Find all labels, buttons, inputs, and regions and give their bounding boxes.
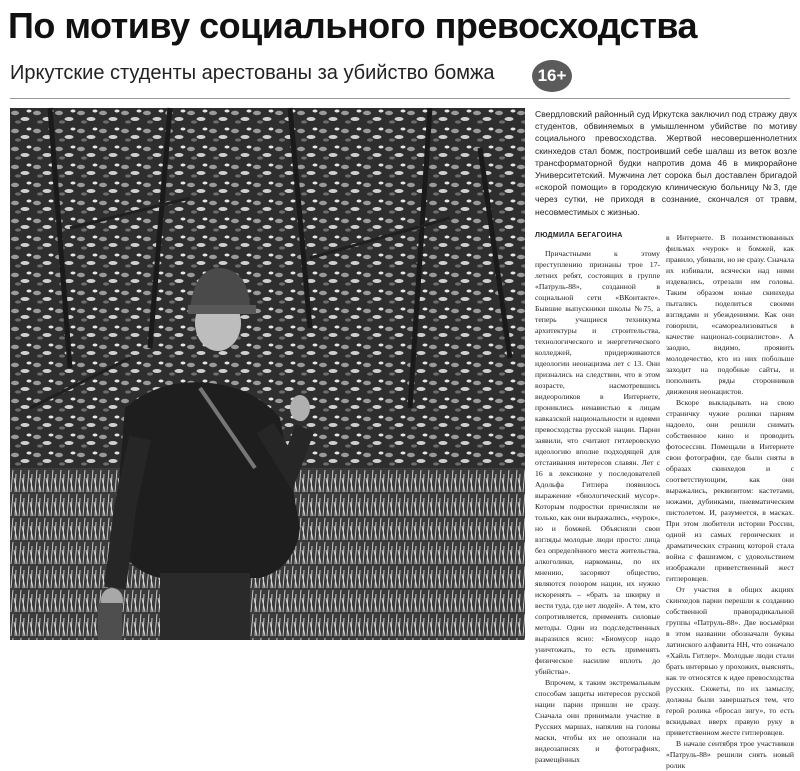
article-byline: ЛЮДМИЛА БЕГАГОИНА [535,232,623,239]
article-body-column-1 [535,248,660,764]
header-divider [10,98,790,99]
article-subheadline: Иркутские студенты арестованы за убийство бомжа [10,62,495,84]
body-paragraph: В начале сентября трое участников «Патруль-88» решили снять новый ролик [666,739,794,770]
article-lead: Свердловский районный суд Иркутска заключил под стражу двух студентов, обвиняемых в умышленном убийстве по мотиву социального превосходства. Жертвой несовершеннолетних скинхедов стал бомж, построивший себе шалаш из веток возле трансформаторной будки напротив дома 46 в микрорайоне Университетский. Мужчина лет сорока был доставлен бригадой «скорой помощи» в городскую клиническую больницу №3, где через сутки, не приходя в сознание, скончался от травм, несовместимых с жизнью. [535,109,797,217]
article-headline: По мотиву социального превосходства [8,5,697,46]
body-paragraph: Впрочем, к таким экстремальным способам защиты интересов русской нации парни пришли не сразу. Сначала они принимали участие в Русских маршах, напялив на головы маски, чтобы их не опознали на видеозаписях и фотографиях, размещённых [535,678,660,764]
age-rating-badge: 16+ [532,60,572,92]
body-paragraph: Причастными к этому преступлению признаны трое 17-летних ребят, состоящих в группе «Патруль-88», созданной в социальной сети «ВКонтакте». Бывшие выпускники школы №75, а теперь учащиеся техникума архитектуры и строительства, технологического и энергетического колледжей, придерживаются идеологии неонацизма лет с 13. Они признались на следствии, что в этом возрасте, насмотревшись видеороликов в Интернете, прониклись ненавистью к лицам кавказской национальности и идеями превосходства русской нации. Парни заявили, что считают гитлеровскую идеологию вполне подходящей для отстаивания интересов славян. Лет с 16 в лексиконе у последователей Адольфа Гитлера появилось выражение «биологический мусор». Которым подростки причисляли не только, как они выражались, «чурок», но и бомжей. Объясняли свои взгляды молодые люди просто: лица без определённого места жительства, алкоголики, наркоманы, по их мнению, засоряют общество, являются позором нации, их нужно искоренять – «брать за шкирку и вести туда, где нет людей». А тем, кто сопротивляется, применять силовые методы. Один из подследственных выразился ясно: «Биомусор надо уничтожать, то есть применять физическое насилие вплоть до убийства». [535,249,660,676]
body-paragraph: От участия в общих акциях скинхедов парни перешли к созданию собственной праворадикальной группы «Патруль-88». Две восьмёрки в этом названии обозначали буквы латинского алфавита HH, что означало «Хайль Гитлер». Молодые люди стали брать интервью у прохожих, выяснять, как те относятся к идее превосходства русских. Сюжеты, по их замыслу, должны были завершаться тем, что герой ролика «бросал зигу», то есть вскидывал вверх правую руку в приветственном жесте гитлеровцев. [666,585,794,737]
article-body-column-2 [666,232,794,770]
body-paragraph: Вскоре выкладывать на свою страничку чужие ролики парням надоело, они решили снимать собственное кино и проводить фотосессии. Помещали в Интернете свои фотографии, где были сняты в образах скинхедов и с соответствующим, как они выражались, реквизитом: кастетами, ножами, дубинками, пневматическим пистолетом. И, разумеется, в масках. При этом любители истории России, одной из самых героических и драматических страниц которой стала война с фашизмом, с удовольствием изображали приветственный жест гитлеровцев. [666,398,794,583]
article-photo [10,108,525,640]
body-paragraph: в Интернете. В позаимствованных фильмах «чурок» и бомжей, как правило, убивали, но не сразу. Сначала их избивали, всячески над ними издевались, отрезали им головы. Таким образом юные скинхеды пытались поделиться своими взглядами и убеждениями. Как они говорили, «самореализоваться в качестве национал-социалистов». А заодно, видимо, проявить молодечество, кто из них побольше заходит на подобные сайты, и пополнить ряды сторонников движения неонацистов. [666,233,794,396]
